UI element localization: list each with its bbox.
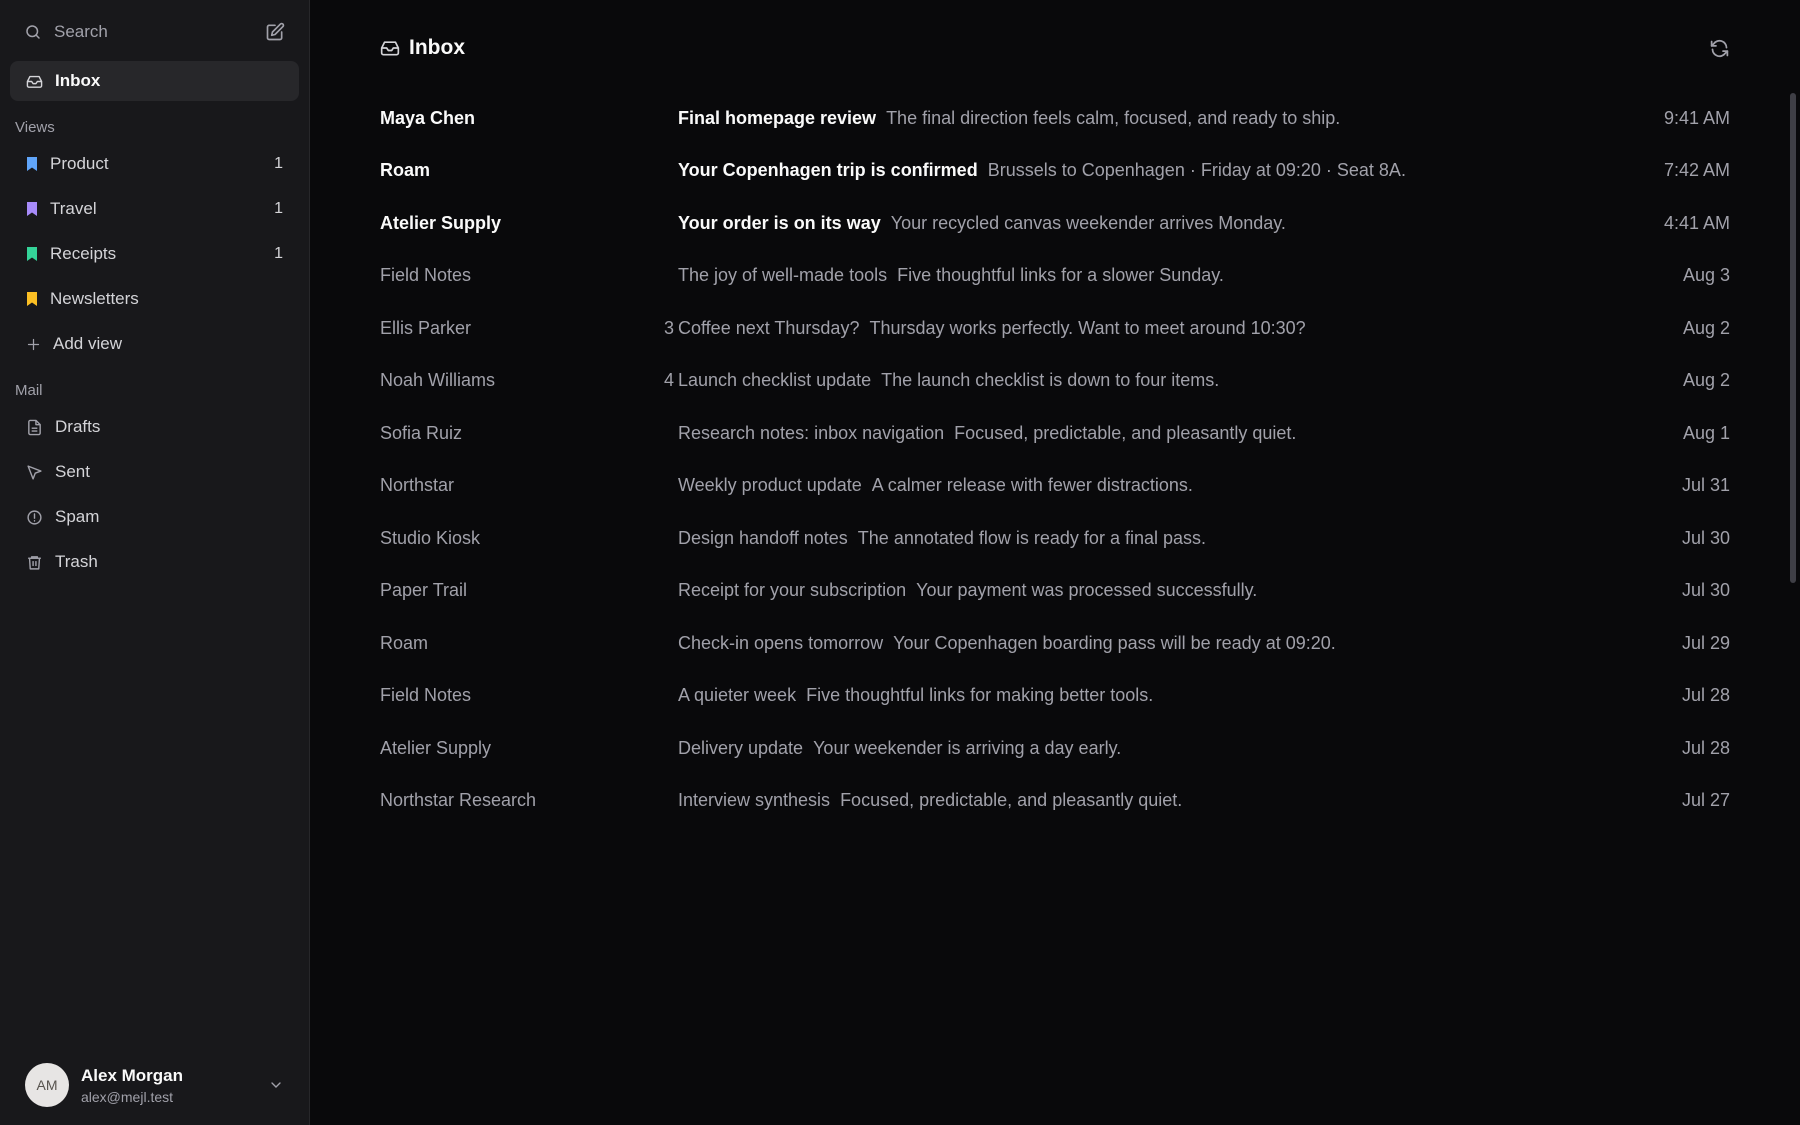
- message-content: [678, 528, 1610, 549]
- message-subject: Final homepage review: [678, 107, 877, 128]
- message-subject: Delivery update: [678, 737, 804, 758]
- message-content: [678, 108, 1610, 129]
- message-preview: The final direction feels calm, focused, and ready to ship.: [886, 107, 1341, 128]
- message-content: [678, 423, 1610, 444]
- avatar: AM: [25, 1063, 69, 1107]
- message-content: [678, 738, 1610, 759]
- message-preview: Focused, predictable, and pleasantly quiet.: [954, 422, 1297, 443]
- message-row[interactable]: [380, 92, 1730, 145]
- message-sender: Field Notes: [380, 685, 472, 706]
- message-sender: Roam: [380, 632, 429, 653]
- message-date: Aug 2: [1682, 317, 1730, 338]
- search-icon: [24, 23, 42, 41]
- message-row[interactable]: [380, 407, 1730, 460]
- message-subject: Design handoff notes: [678, 527, 848, 548]
- message-content: [678, 265, 1610, 286]
- sidebar-item-label: Trash: [55, 552, 98, 571]
- add-view-button[interactable]: [10, 324, 299, 364]
- message-preview: The annotated flow is ready for a final pass.: [857, 527, 1206, 548]
- message-preview: Your Copenhagen boarding pass will be ready at 09:20.: [893, 632, 1336, 653]
- message-date: 9:41 AM: [1663, 107, 1730, 128]
- message-date: 7:42 AM: [1663, 160, 1730, 181]
- message-preview: The launch checklist is down to four items.: [881, 370, 1220, 391]
- message-content: [678, 370, 1610, 391]
- message-subject: Launch checklist update: [678, 370, 872, 391]
- message-content: [678, 213, 1610, 234]
- sidebar: [0, 0, 310, 1125]
- message-subject: Your order is on its way: [678, 212, 881, 233]
- sidebar-item-label: Drafts: [55, 417, 101, 436]
- message-date: 4:41 AM: [1663, 212, 1730, 233]
- page-title: Inbox: [409, 36, 465, 59]
- message-row[interactable]: [380, 775, 1730, 828]
- message-preview: Five thoughtful links for a slower Sunday.: [897, 265, 1224, 286]
- bookmark-icon: [26, 156, 38, 172]
- message-subject: Receipt for your subscription: [678, 580, 907, 601]
- message-date: Aug 2: [1682, 370, 1730, 391]
- alert-circle-icon: [26, 509, 43, 526]
- message-sender: Roam: [380, 160, 431, 181]
- sidebar-item-label: Spam: [55, 507, 100, 526]
- message-content: [678, 685, 1610, 706]
- compose-icon[interactable]: [265, 22, 285, 42]
- refresh-icon[interactable]: [1709, 38, 1730, 59]
- message-sender: Studio Kiosk: [380, 527, 481, 548]
- message-subject: Interview synthesis: [678, 790, 831, 811]
- message-date: Jul 28: [1681, 685, 1730, 706]
- sidebar-item-label: Product: [50, 154, 109, 173]
- plus-icon: [26, 337, 41, 352]
- message-subject: Weekly product update: [678, 475, 862, 496]
- message-row[interactable]: [380, 197, 1730, 250]
- message-content: [678, 475, 1610, 496]
- message-row[interactable]: [380, 302, 1730, 355]
- message-content: [678, 633, 1610, 654]
- search-button[interactable]: [24, 22, 108, 42]
- sidebar-item-label: Travel: [50, 199, 97, 218]
- send-icon: [26, 464, 43, 481]
- add-view-label: Add view: [53, 334, 122, 353]
- message-date: Jul 29: [1681, 632, 1730, 653]
- sidebar-item-drafts[interactable]: [10, 407, 299, 447]
- message-list: [380, 92, 1730, 827]
- sidebar-item-inbox[interactable]: [10, 61, 299, 101]
- search-row: [10, 10, 299, 54]
- message-row[interactable]: [380, 460, 1730, 513]
- message-row[interactable]: [380, 512, 1730, 565]
- header: [380, 33, 1730, 63]
- user-name: Alex Morgan: [81, 1065, 184, 1085]
- bookmark-icon: [26, 201, 38, 217]
- message-row[interactable]: [380, 722, 1730, 775]
- unread-count: 1: [274, 200, 283, 217]
- message-sender: Ellis Parker: [380, 317, 472, 338]
- mail-section-label: Mail: [15, 382, 43, 399]
- message-row[interactable]: [380, 617, 1730, 670]
- inbox-icon: [380, 38, 400, 58]
- message-sender: Northstar Research: [380, 790, 537, 811]
- sidebar-item-trash[interactable]: [10, 542, 299, 582]
- message-subject: Your Copenhagen trip is confirmed: [678, 160, 978, 181]
- views-section-label: Views: [15, 119, 55, 136]
- message-row[interactable]: [380, 250, 1730, 303]
- thread-count: 3: [663, 317, 674, 338]
- message-date: Aug 1: [1682, 422, 1730, 443]
- message-content: [678, 160, 1610, 181]
- message-date: Jul 31: [1681, 475, 1730, 496]
- message-sender: Field Notes: [380, 265, 472, 286]
- message-subject: A quieter week: [678, 685, 797, 706]
- message-preview: Your recycled canvas weekender arrives Monday.: [890, 212, 1286, 233]
- message-preview: A calmer release with fewer distractions.: [871, 475, 1193, 496]
- message-subject: Coffee next Thursday?: [678, 317, 860, 338]
- message-sender: Northstar: [380, 475, 455, 496]
- message-sender: Atelier Supply: [380, 737, 492, 758]
- unread-count: 1: [274, 245, 283, 262]
- main-panel: [310, 0, 1800, 1125]
- message-preview: Brussels to Copenhagen · Friday at 09:20 · Seat 8A.: [987, 160, 1406, 181]
- message-row[interactable]: [380, 670, 1730, 723]
- message-sender: Paper Trail: [380, 580, 468, 601]
- message-sender: Maya Chen: [380, 107, 476, 128]
- message-sender: Noah Williams: [380, 370, 496, 391]
- inbox-icon: [26, 73, 43, 90]
- bookmark-icon: [26, 246, 38, 262]
- message-row[interactable]: [380, 355, 1730, 408]
- sidebar-item-label: Inbox: [55, 71, 101, 90]
- message-date: Jul 30: [1681, 580, 1730, 601]
- sidebar-item-newsletters[interactable]: [10, 279, 299, 319]
- message-row[interactable]: [380, 145, 1730, 198]
- message-date: Aug 3: [1682, 265, 1730, 286]
- message-subject: Research notes: inbox navigation: [678, 422, 945, 443]
- sidebar-item-label: Sent: [55, 462, 90, 481]
- message-date: Jul 28: [1681, 737, 1730, 758]
- file-icon: [26, 419, 43, 436]
- sidebar-item-travel[interactable]: [10, 189, 299, 229]
- message-sender: Sofia Ruiz: [380, 422, 463, 443]
- sidebar-item-product[interactable]: [10, 144, 299, 184]
- trash-icon: [26, 554, 43, 571]
- message-preview: Focused, predictable, and pleasantly quiet.: [840, 790, 1183, 811]
- message-preview: Your payment was processed successfully.: [916, 580, 1258, 601]
- message-preview: Thursday works perfectly. Want to meet around 10:30?: [869, 317, 1306, 338]
- message-preview: Five thoughtful links for making better tools.: [806, 685, 1154, 706]
- chevron-down-icon: [268, 1077, 284, 1093]
- message-date: Jul 30: [1681, 527, 1730, 548]
- message-content: [678, 790, 1610, 811]
- message-row[interactable]: [380, 565, 1730, 618]
- sidebar-item-label: Newsletters: [50, 289, 139, 308]
- unread-count: 1: [274, 155, 283, 172]
- bookmark-icon: [26, 291, 38, 307]
- sidebar-item-spam[interactable]: [10, 497, 299, 537]
- sidebar-item-label: Receipts: [50, 244, 117, 263]
- account-switcher[interactable]: [25, 1063, 284, 1107]
- message-subject: The joy of well-made tools: [678, 265, 888, 286]
- message-content: [678, 318, 1610, 339]
- message-preview: Your weekender is arriving a day early.: [813, 737, 1122, 758]
- sidebar-item-receipts[interactable]: [10, 234, 299, 274]
- search-label: Search: [54, 22, 108, 41]
- thread-count: 4: [663, 370, 674, 391]
- user-email: alex@mejl.test: [81, 1088, 174, 1105]
- scrollbar[interactable]: [1790, 93, 1796, 583]
- message-date: Jul 27: [1681, 790, 1730, 811]
- message-sender: Atelier Supply: [380, 212, 502, 233]
- message-subject: Check-in opens tomorrow: [678, 632, 884, 653]
- message-content: [678, 580, 1610, 601]
- sidebar-item-sent[interactable]: [10, 452, 299, 492]
